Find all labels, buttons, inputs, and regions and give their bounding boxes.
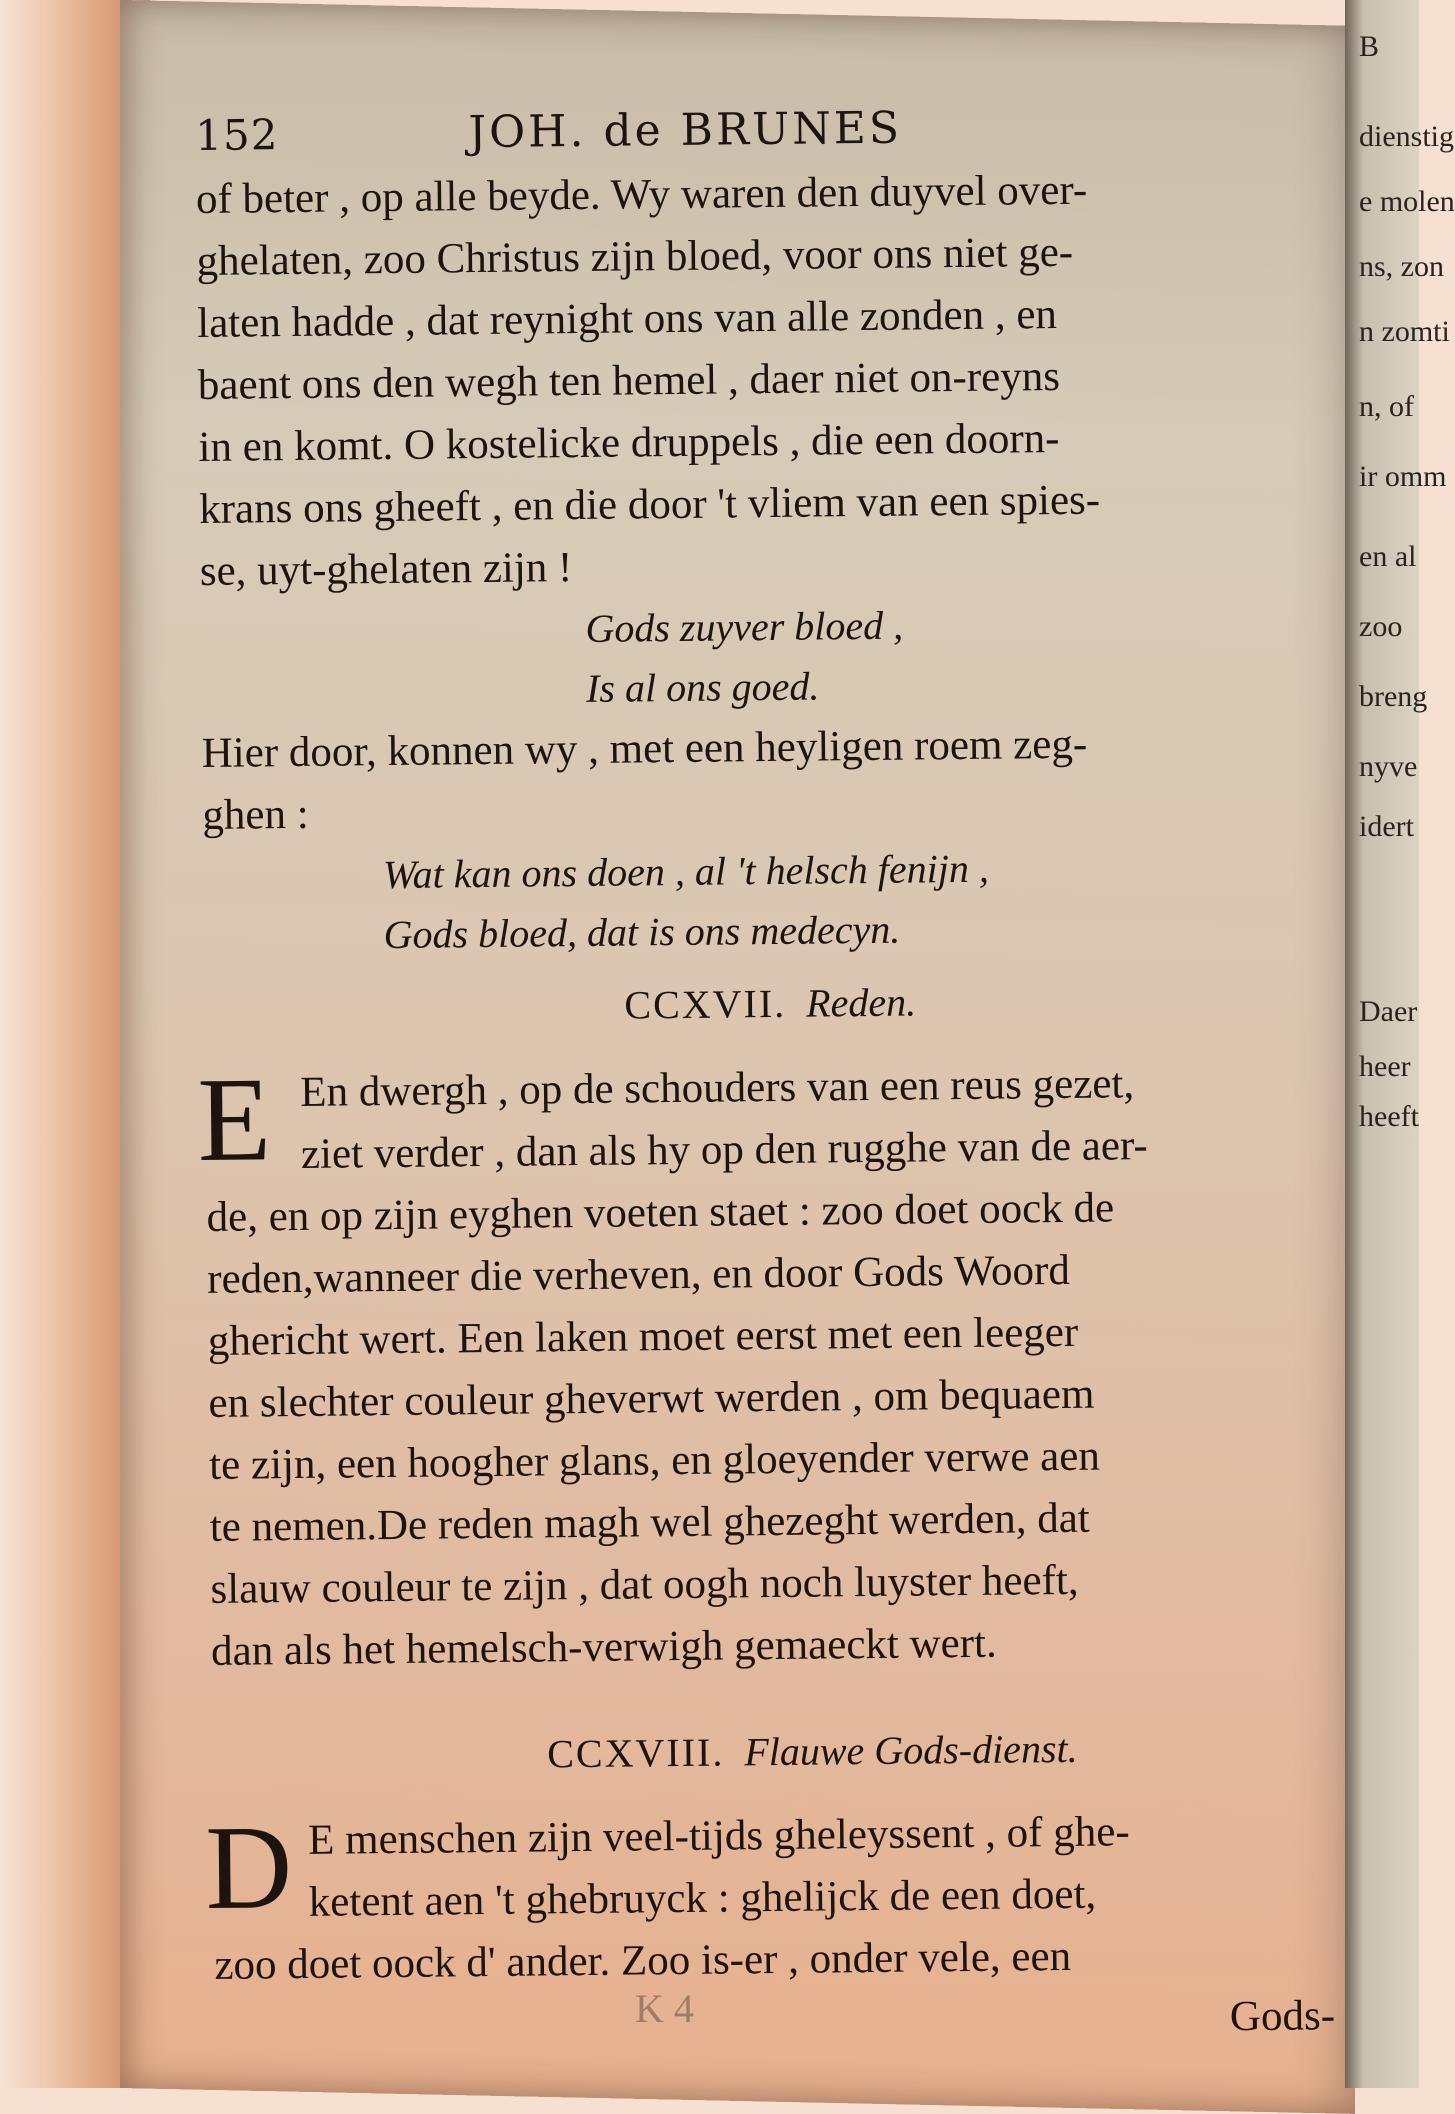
facing-fragment: ns, zon: [1359, 250, 1444, 283]
facing-fragment: e molen: [1359, 185, 1455, 218]
text-line: ketent aen 't ghebruyck : ghelijck de een doet,: [308, 1870, 1097, 1926]
verse: [200, 591, 1341, 723]
page-text: [195, 98, 1355, 2059]
verse-line: Gods zuyver bloed ,: [585, 602, 904, 651]
text-line: in en komt. O kostelicke druppels , die een doorn-: [198, 414, 1060, 471]
text-line: slauw couleur te zijn , dat oogh noch luyster heeft,: [210, 1556, 1079, 1613]
text-line: of beter , op alle beyde. Wy waren den duyvel over-: [195, 166, 1088, 223]
drop-cap: E: [196, 1052, 272, 1187]
text-line: laten hadde , dat reynight ons van alle zonden , en: [196, 290, 1058, 347]
facing-fragment: dienstig: [1359, 120, 1454, 153]
section-title: Flauwe Gods-dienst.: [744, 1725, 1078, 1775]
text-line: ghen :: [202, 790, 309, 839]
verse-line: Wat kan ons doen , al 't helsch fenijn ,: [382, 845, 990, 898]
facing-fragment: nyve: [1359, 750, 1418, 783]
facing-fragment: n, of: [1359, 390, 1414, 423]
text-line: ziet verder , dan als hy op den rugghe van de aer-: [300, 1122, 1148, 1178]
facing-fragment: zoo: [1359, 610, 1403, 643]
facing-fragment: n zomti: [1359, 315, 1450, 348]
text-line: reden,wanneer die verheven, en door Gods Woord: [207, 1246, 1071, 1303]
facing-fragment: Daer: [1359, 995, 1418, 1028]
verse: [203, 835, 1344, 967]
text-line: ghelaten, zoo Christus zijn bloed, voor ons niet ge-: [196, 228, 1074, 285]
section-number: CCXVIII.: [546, 1729, 725, 1777]
text-line: baent ons den wegh ten hemel , daer niet on-reyns: [197, 352, 1061, 409]
text-line: de, en op zijn eyghen voeten staet : zoo doet oock de: [206, 1184, 1115, 1241]
text-line: Hier door, konnen wy , met een heyligen roem zeg-: [201, 720, 1088, 777]
text-line: E menschen zijn veel-tijds gheleyssent , of ghe-: [307, 1808, 1130, 1864]
text-line: zoo doet oock d' ander. Zoo is-er , onder vele, een: [214, 1932, 1072, 1989]
paragraph: [196, 157, 1340, 603]
text-line: En dwergh , op de schouders van een reus gezet,: [300, 1060, 1135, 1116]
paragraph: [201, 711, 1342, 847]
running-head: [195, 98, 1335, 161]
verse-line: Gods bloed, dat is ons medecyn.: [383, 906, 901, 958]
facing-fragment: heeft: [1359, 1100, 1419, 1133]
text-line: dan als het hemelsch-verwigh gemaeckt wert.: [210, 1619, 997, 1675]
section-heading: [204, 963, 1345, 1045]
facing-fragment: breng: [1359, 680, 1428, 713]
facing-fragment: idert: [1359, 810, 1414, 843]
text-line: te nemen.De reden magh wel ghezeght werden, dat: [209, 1494, 1090, 1551]
section-number: CCXVII.: [624, 980, 787, 1028]
section-heading: [212, 1711, 1353, 1793]
text-line: krans ons gheeft , en die door 't vliem van een spies-: [198, 476, 1101, 533]
section-body: [204, 1799, 1356, 2059]
text-line: en slechter couleur gheverwt werden , om bequaem: [208, 1370, 1095, 1427]
facing-fragment: ir omm: [1359, 460, 1447, 493]
section-title: Reden.: [805, 979, 917, 1026]
text-line: te zijn, een hoogher glans, en gloeyender verwe aen: [208, 1432, 1101, 1489]
page-number: 152: [195, 110, 279, 160]
verse-line: Is al ons goed.: [585, 663, 820, 711]
text-line: ghericht wert. Een laken moet eerst met een leeger: [207, 1308, 1079, 1365]
facing-fragment: B: [1359, 30, 1380, 63]
text-line: se, uyt-ghelaten zijn !: [199, 544, 573, 595]
facing-fragment: heer: [1359, 1050, 1411, 1083]
drop-cap: D: [204, 1800, 293, 1934]
section-body: [196, 1051, 1351, 1683]
catchword: Gods-: [1229, 1992, 1336, 2041]
running-title: JOH. de BRUNES: [468, 102, 903, 159]
signature-mark: K 4: [635, 1986, 694, 2031]
facing-page: [1345, 0, 1455, 2088]
facing-fragment: en al: [1359, 540, 1417, 573]
